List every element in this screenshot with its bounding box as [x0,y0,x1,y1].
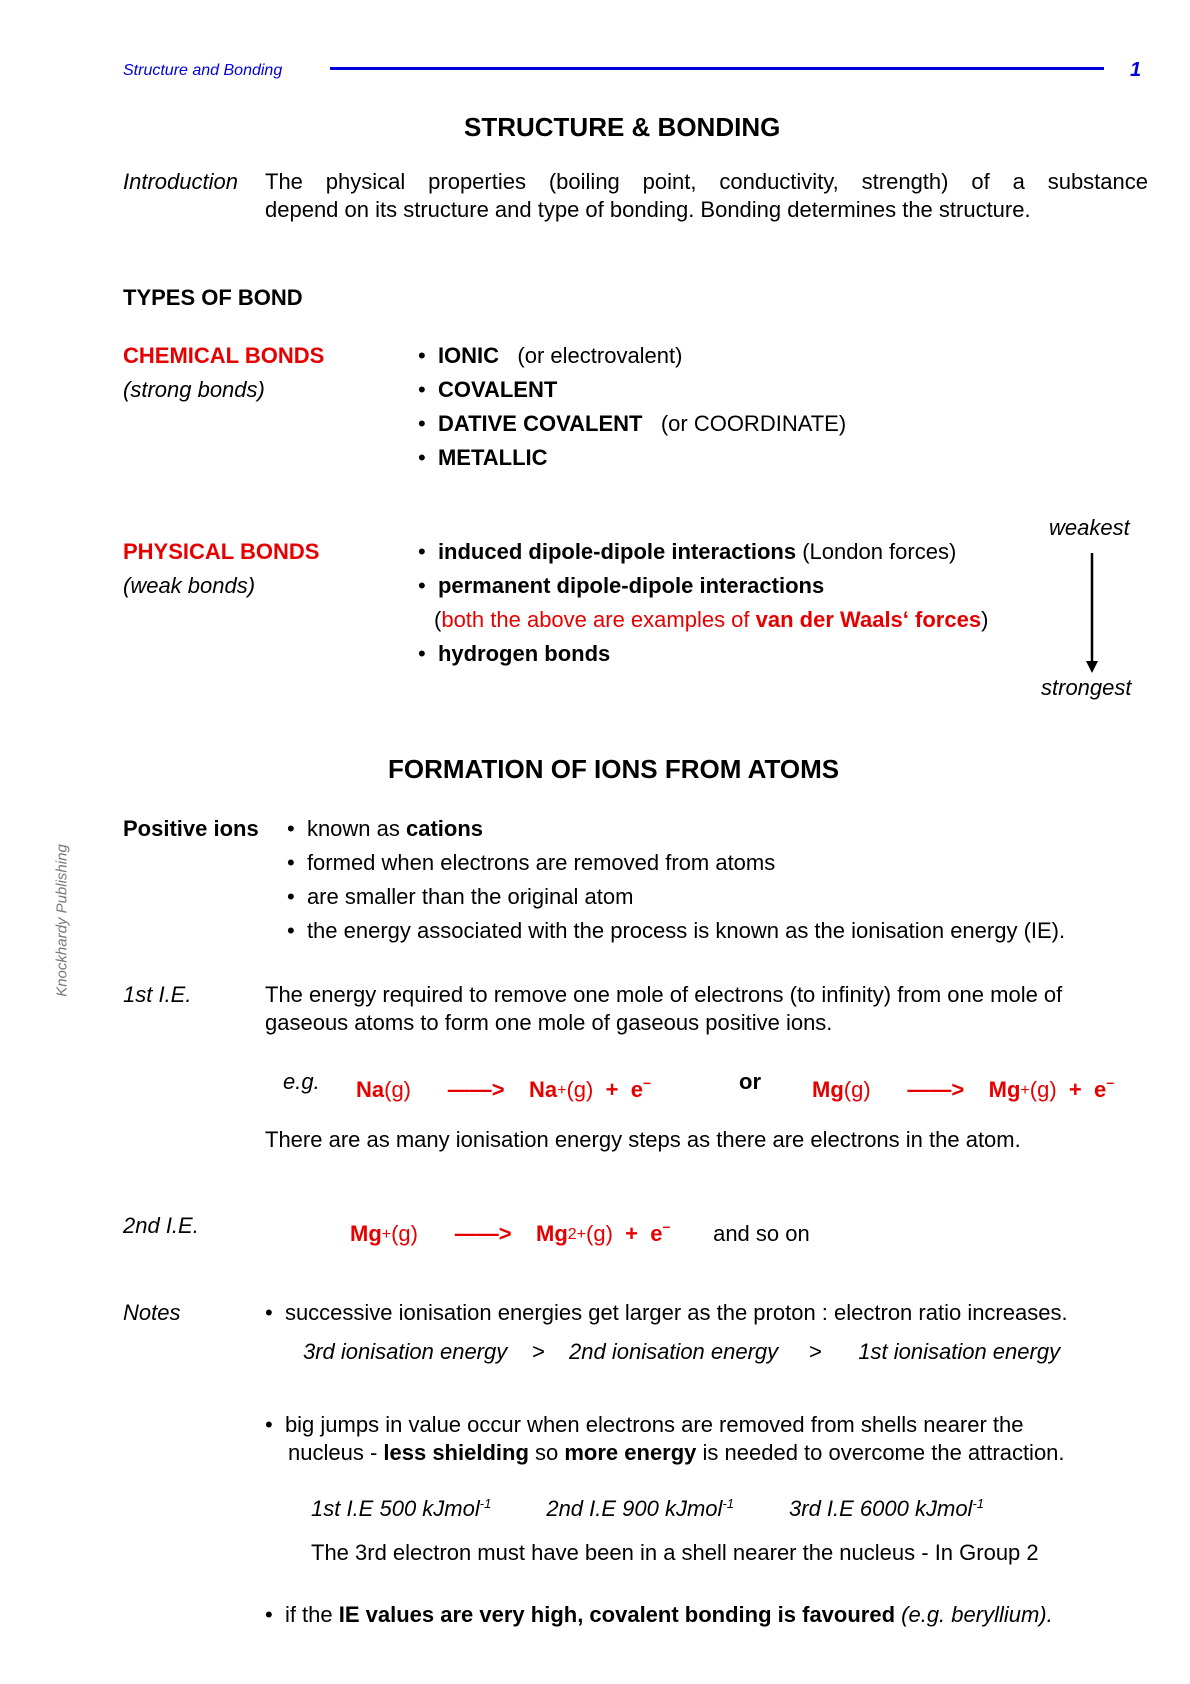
ionic-label: IONIC [437,343,500,368]
list-item [287,849,775,877]
list-item [418,444,548,472]
bullet-icon: • [418,539,426,564]
ie1-definition-line-1: The energy required to remove one mole of electrons (to infinity) from one mole of [265,982,1063,1007]
unit-exponent: -1 [722,1496,734,1511]
bullet-icon: • [287,884,295,909]
intro-line-2: depend on its structure and type of bonding. Bonding determines the structure. [265,197,1031,222]
seq-third: 3rd ionisation energy [303,1339,508,1364]
plus-sign: + [625,1221,638,1246]
list-item [265,1411,1024,1439]
electron-charge: – [662,1218,671,1234]
state-g: (g) [1029,1077,1057,1102]
note-2-line-1: big jumps in value occur when electrons are removed from shells nearer the [284,1412,1024,1437]
mg-symbol: Mg [812,1077,844,1102]
bullet-icon: • [418,641,426,666]
note-3-post: (e.g. beryllium). [895,1602,1053,1627]
strength-arrow-icon [1084,553,1100,675]
intro-label: Introduction [123,169,238,194]
vdw-bold: van der Waals‘ forces [755,607,982,632]
bullet-icon: • [265,1602,273,1627]
list-item [418,572,824,600]
types-heading: TYPES OF BOND [123,285,303,310]
vdw-text: both the above are examples of [441,607,756,632]
positive-bullet-2: formed when electrons are removed from atoms [306,850,776,875]
physical-bonds-label: PHYSICAL BONDS [123,539,320,564]
note-2-pre: nucleus - [288,1440,384,1465]
seq-first: 1st ionisation energy [858,1339,1061,1364]
mg-symbol: Mg [536,1221,568,1246]
bullet-icon: • [418,377,426,402]
ie-value-1: 1st I.E 500 kJmol [311,1496,480,1521]
vdw-note [434,606,988,634]
bullet-icon: • [418,445,426,470]
ie2-label: 2nd I.E. [123,1213,199,1238]
weakest-label: weakest [1049,515,1130,540]
state-g: (g) [586,1221,613,1246]
ie-steps-text: There are as many ionisation energy steps as there are electrons in the atom. [265,1127,1021,1152]
publisher-note: Knockhardy Publishing [53,844,71,997]
greater-than: > [808,1339,822,1364]
bullet-icon: • [265,1300,273,1325]
arrow-icon: ——> [447,1077,505,1102]
notes-label: Notes [123,1300,181,1325]
unit-exponent: -1 [972,1496,985,1511]
charge-plus: + [381,1226,392,1243]
list-item [287,883,633,911]
page-title: STRUCTURE & BONDING [464,112,781,142]
note-2-line-2 [288,1439,1065,1467]
arrow-icon: ——> [454,1221,512,1246]
mg-symbol: Mg [350,1221,382,1246]
charge-plus: + [1020,1082,1030,1099]
mg-symbol: Mg [988,1077,1021,1102]
electron-symbol: e [630,1077,643,1102]
list-item [418,342,682,370]
arrow-icon: ——> [907,1077,965,1102]
charge-plus: + [557,1082,567,1099]
na-symbol: Na [529,1077,558,1102]
bullet-icon: • [418,343,426,368]
bullet-icon: • [418,573,426,598]
bullet-icon: • [287,918,295,943]
chemical-bonds-label: CHEMICAL BONDS [123,343,325,368]
cations-pre: known as [306,816,406,841]
electron-charge: – [1106,1074,1115,1090]
or-label: or [739,1069,761,1094]
positive-bullet-4: the energy associated with the process is known as the ionisation energy (IE). [306,918,1066,943]
metallic-label: METALLIC [437,445,548,470]
list-item [265,1601,1053,1629]
intro-line-1: The physical properties (boiling point, conductivity, strength) of a substance [265,169,1148,194]
group2-text: The 3rd electron must have been in a shell nearer the nucleus - In Group 2 [311,1540,1039,1565]
list-item [265,1299,1068,1327]
and-so-on: and so on [713,1221,810,1246]
charge-2plus: 2+ [567,1226,587,1243]
note-2-bold-2: more energy [564,1440,697,1465]
physical-bonds-sub: (weak bonds) [123,573,256,598]
strongest-label: strongest [1041,675,1132,700]
dative-note: (or COORDINATE) [660,411,847,436]
hydrogen-label: hydrogen bonds [437,641,611,666]
positive-ions-label: Positive ions [123,816,259,841]
list-item [418,376,557,404]
ie-value-3: 3rd I.E 6000 kJmol [789,1496,973,1521]
ie2-equation [350,1212,810,1249]
plus-sign: + [1068,1077,1082,1102]
seq-second: 2nd ionisation energy [569,1339,779,1364]
electron-symbol: e [650,1221,663,1246]
ionic-note: (or electrovalent) [517,343,683,368]
greater-than: > [531,1339,545,1364]
note-3-bold: IE values are very high, covalent bonding is favoured [338,1602,896,1627]
electron-charge: – [642,1074,651,1090]
na-symbol: Na [356,1077,385,1102]
electron-symbol: e [1093,1077,1107,1102]
unit-exponent: -1 [479,1496,492,1511]
permanent-label: permanent dipole-dipole interactions [437,573,825,598]
note-2-mid: so [528,1440,565,1465]
bullet-icon: • [287,850,295,875]
positive-bullet-3: are smaller than the original atom [306,884,634,909]
list-item [418,640,610,668]
ie-value-2: 2nd I.E 900 kJmol [546,1496,723,1521]
state-g: (g) [391,1221,418,1246]
bullet-icon: • [418,411,426,436]
list-item [418,410,846,438]
ie-sequence [303,1338,1060,1366]
induced-note: (London forces) [802,539,957,564]
note-2-bold-1: less shielding [383,1440,529,1465]
ie1-definition-line-2: gaseous atoms to form one mole of gaseous positive ions. [265,1010,833,1035]
list-item [418,538,956,566]
vdw-paren-close: ) [981,607,989,632]
state-g: (g) [843,1077,871,1102]
na-equation [356,1068,651,1105]
state-g: (g) [566,1077,594,1102]
mg-equation [812,1068,1114,1105]
bullet-icon: • [287,816,295,841]
bullet-icon: • [265,1412,273,1437]
dative-label: DATIVE COVALENT [437,411,643,436]
state-g: (g) [384,1077,412,1102]
cations-term: cations [406,816,484,841]
induced-label: induced dipole-dipole interactions [437,539,797,564]
formation-heading: FORMATION OF IONS FROM ATOMS [388,754,840,784]
plus-sign: + [605,1077,619,1102]
header-rule [330,67,1104,70]
chemical-bonds-sub: (strong bonds) [123,377,265,402]
eg-label: e.g. [283,1069,320,1094]
covalent-label: COVALENT [437,377,558,402]
note-2-post: is needed to overcome the attraction. [696,1440,1065,1465]
note-1: successive ionisation energies get larger as the proton : electron ratio increases. [284,1300,1068,1325]
ie1-label: 1st I.E. [123,982,192,1007]
running-title: Structure and Bonding [123,62,283,79]
note-3-pre: if the [284,1602,339,1627]
vdw-paren-open: ( [434,607,442,632]
ie-values [311,1495,984,1523]
list-item [287,917,1065,945]
list-item [287,815,483,843]
page-number: 1 [1130,59,1142,81]
